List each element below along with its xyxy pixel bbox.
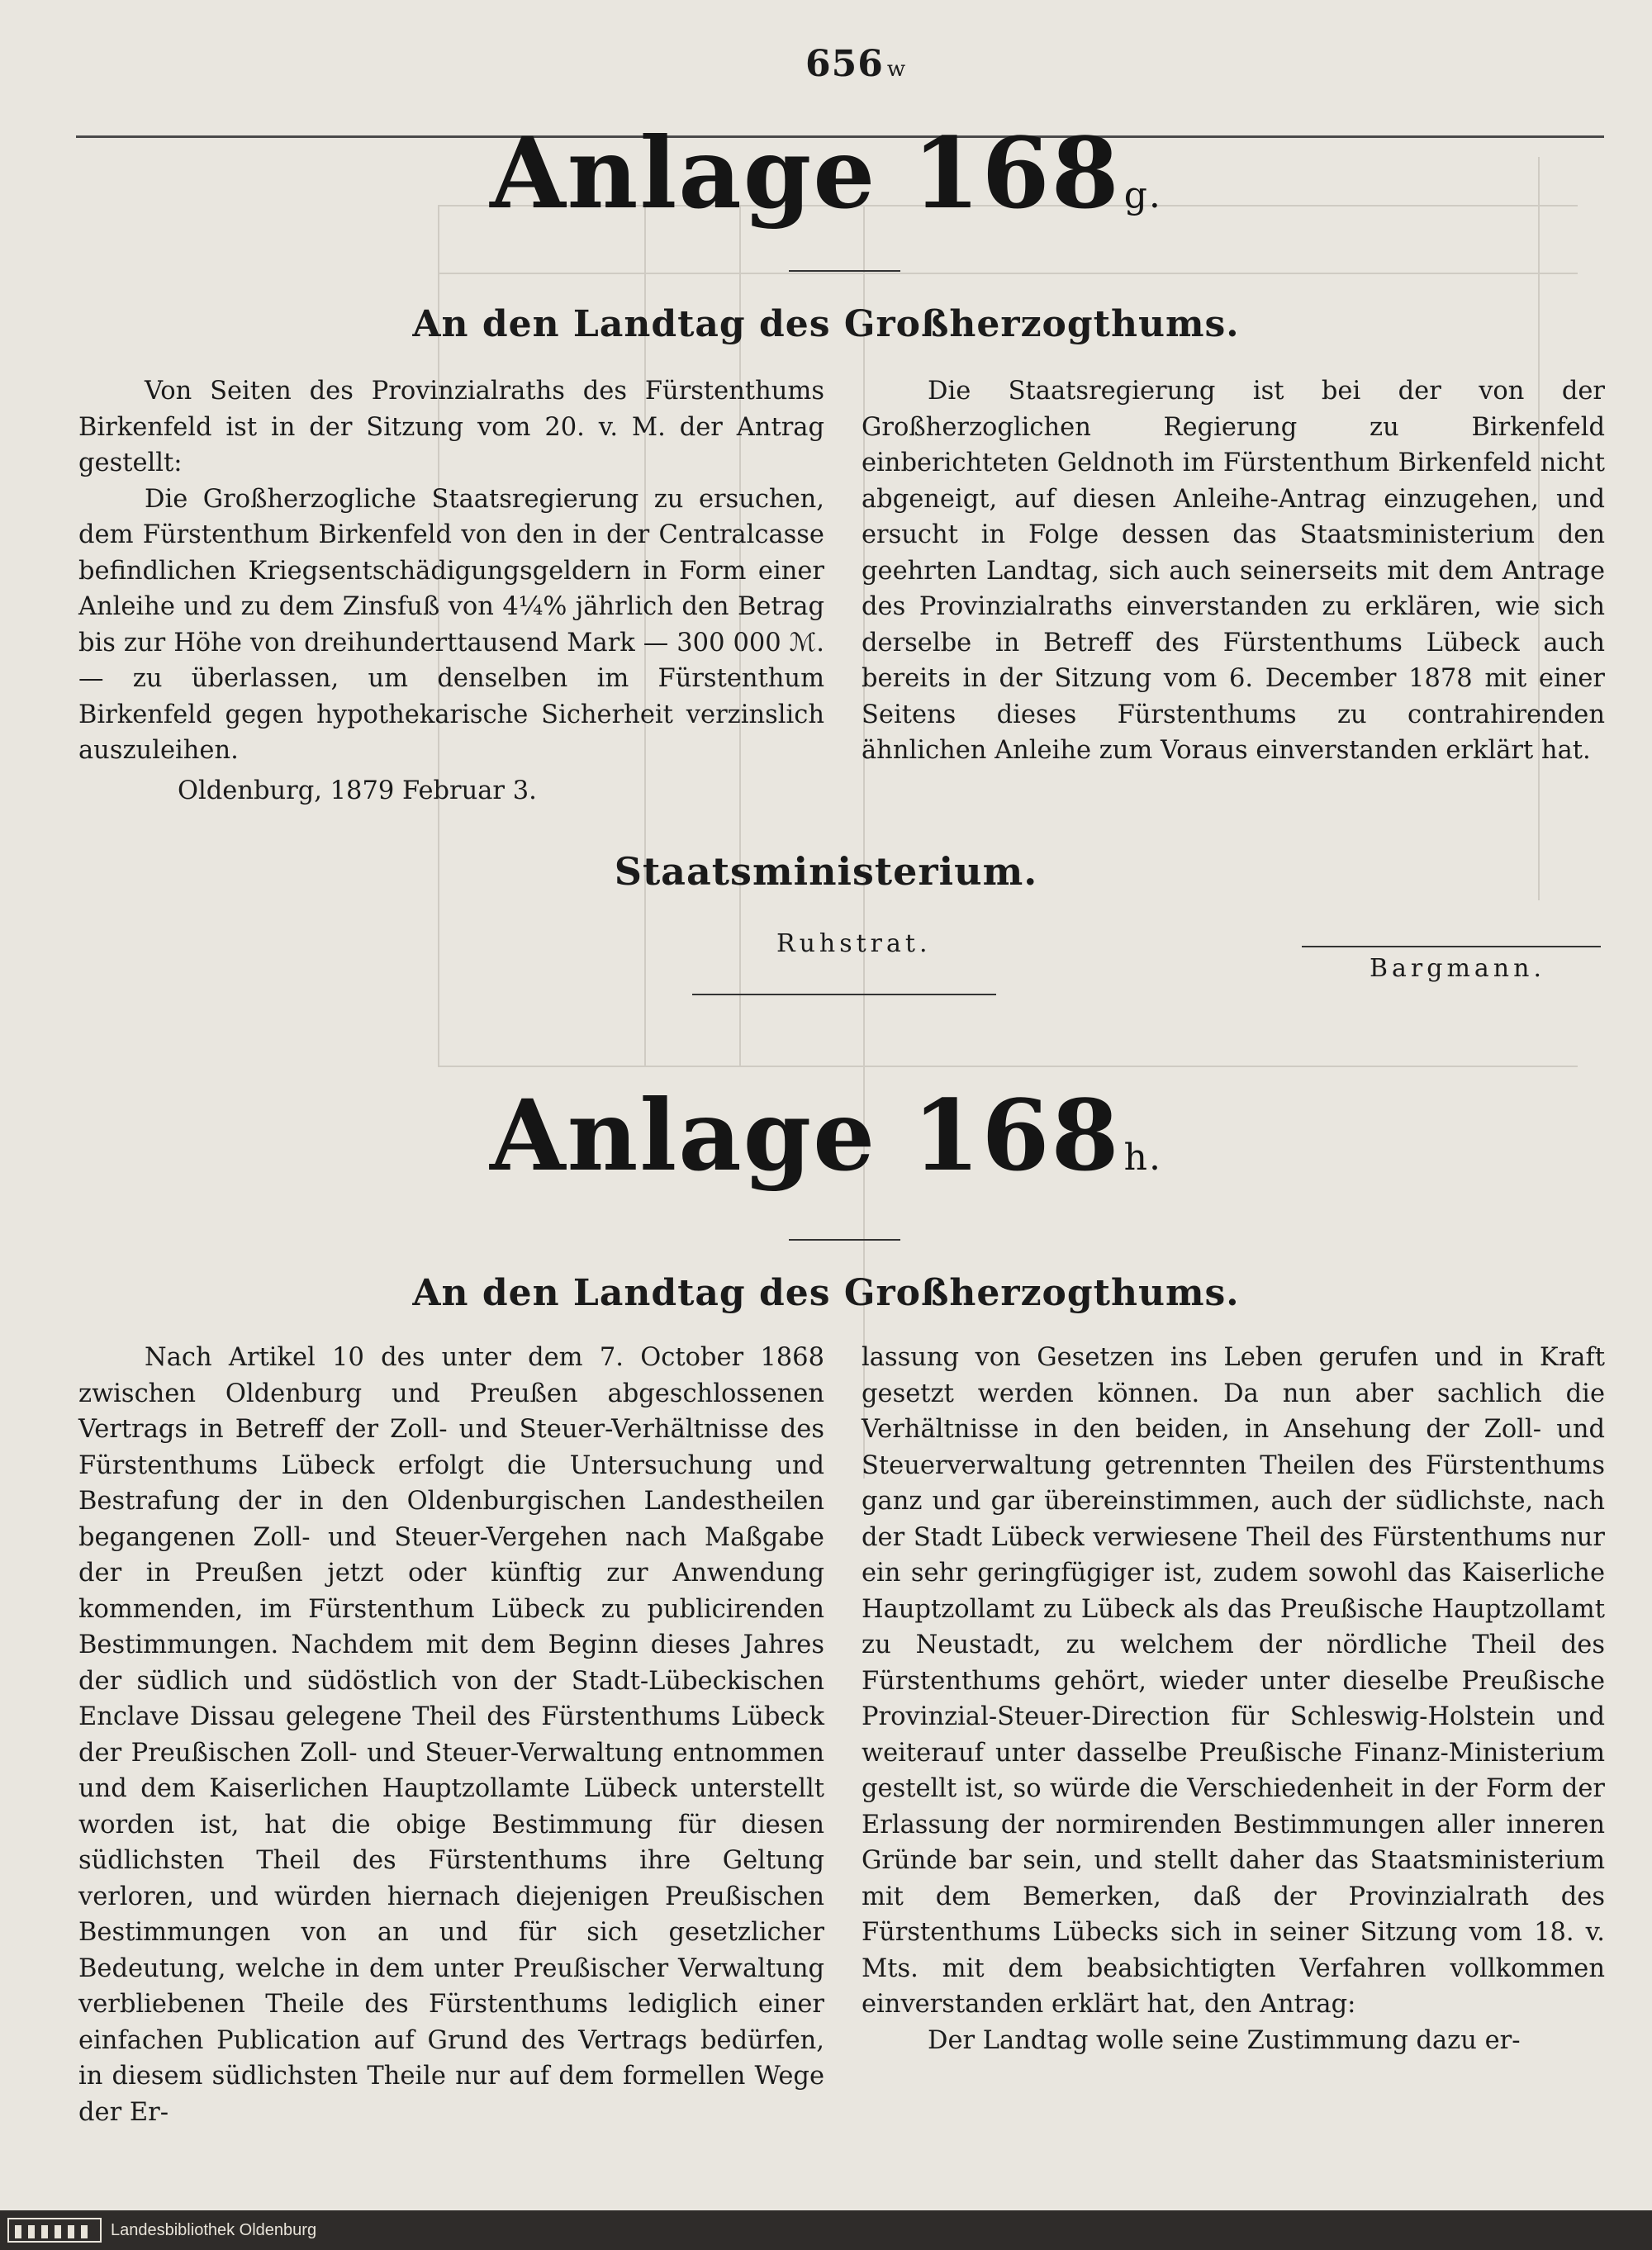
library-name: Landesbibliothek Oldenburg [111, 2221, 317, 2239]
title-word: Anlage [490, 1078, 877, 1193]
section-h-heading: An den Landtag des Großherzogthums. [412, 1272, 1240, 1314]
ministry-signature: Staatsministerium. [614, 849, 1038, 894]
signature-rule-right [1302, 946, 1601, 947]
library-footer-stamp [0, 2210, 1652, 2250]
closing-motion: Der Landtag wolle seine Zustimmung dazu er- [928, 2025, 1521, 2055]
title-rule [789, 1239, 900, 1241]
date-line: Oldenburg, 1879 Februar 3. [178, 776, 537, 805]
intro-paragraph: Von Seiten des Provinzialraths des Fürstenthums Birkenfeld ist in der Sitzung vom 20. v. M. der Antrag gestellt: [78, 377, 824, 477]
signature-bargmann: Bargmann. [1370, 954, 1545, 983]
anlage-168g-title [0, 116, 1652, 230]
section-g-heading: An den Landtag des Großherzogthums. [412, 303, 1240, 345]
title-suffix: h. [1123, 1137, 1162, 1179]
request-quote: Die Großherzogliche Staatsregierung zu ersuchen, dem Fürstenthum Birkenfeld von den in der Centralcasse befindlichen Kriegsentschädigungsgeldern in Form einer Anleihe und zu dem Zinsfuß von 4¼% jährlich den Betrag bis zur Höhe von dreihunderttausend Mark — 300 000 ℳ. — zu überlassen, um denselben im Fürstenthum Birkenfeld gegen hypothekarische Sicherheit verzinslich auszuleihen. [78, 484, 824, 765]
title-rule [789, 270, 900, 272]
signature-rule-left [692, 994, 996, 995]
government-response: Die Staatsregierung ist bei der von der Großherzoglichen Regierung zu Birkenfeld einberichteten Geldnoth im Fürstenthum Birkenfeld nicht abgeneigt, auf diesen Anleihe-Antrag einzugehen, und ersucht in Folge dessen das Staatsministerium den geehrten Landtag, sich auch seinerseits mit dem Antrage des Provinzialraths einverstanden zu erklären, wie sich derselbe in Betreff des Fürstenthums Lübeck auch bereits in der Sitzung vom 6. December 1878 mit einer Seitens dieses Fürstenthums zu contrahirenden ähnlichen Anleihe zum Voraus einverstanden erklärt hat. [862, 377, 1605, 765]
section-g-right-column [862, 373, 1605, 769]
title-number: 168 [912, 1078, 1121, 1193]
section-h-right-column [862, 1340, 1605, 2058]
treaty-paragraph: Nach Artikel 10 des unter dem 7. October 1868 zwischen Oldenburg und Preußen abgeschlossenen Vertrags in Betreff der Zoll- und Steuer-Verhältnisse des Fürstenthums Lübeck erfolgt die Untersuchung und Bestrafung der in den Oldenburgischen Landestheilen begangenen Zoll- und Steuer-Vergehen nach Maßgabe der in Preußen jetzt oder künftig zur Anwendung kommenden, im Fürstenthum Lübeck zu publicirenden Bestimmungen. Nachdem mit dem Beginn dieses Jahres der südlich und südöstlich von der Stadt-Lübeckischen Enclave Dissau gelegene Theil des Fürstenthums Lübeck der Preußischen Zoll- und Steuer-Verwaltung entnommen und dem Kaiserlichen Hauptzollamte Lübeck unterstellt worden ist, hat die obige Bestimmung für diesen südlichsten Theil des Fürstenthums ihre Geltung verloren, und würden hiernach diejenigen Preußischen Bestimmungen von an und für sich gesetzlicher Bedeutung, welche in dem unter Preußischer Verwaltung verbliebenen Theile des Fürstenthums lediglich einer einfachen Publication auf Grund des Vertrags bedürfen, in diesem südlichsten Theile nur auf dem formellen Wege der Er- [78, 1343, 824, 2127]
library-building-icon [7, 2215, 102, 2245]
title-number: 168 [912, 116, 1121, 230]
title-suffix: g. [1123, 174, 1162, 216]
page-number [805, 43, 906, 85]
title-word: Anlage [490, 116, 877, 230]
section-h-left-column [78, 1340, 824, 2130]
page-number-suffix: w [886, 57, 907, 82]
continuation-paragraph: lassung von Gesetzen ins Leben gerufen und in Kraft gesetzt werden können. Da nun aber sachlich die Verhältnisse in den beiden, in Ansehung der Zoll- und Steuerverwaltung getrennten Theilen des Fürstenthums ganz und gar übereinstimmen, auch der südlichste, nach der Stadt Lübeck verwiesene Theil des Fürstenthums nur ein sehr geringfügiger ist, zudem sowohl das Kaiserliche Hauptzollamt zu Lübeck als das Preußische Hauptzollamt zu Neustadt, zu welchem der nördliche Theil des Fürstenthums gehört, wieder unter dieselbe Preußische Provinzial-Steuer-Direction für Schleswig-Holstein und weiterauf unter dasselbe Preußische Finanz-Ministerium gestellt ist, so würde die Verschiedenheit in der Form der Erlassung der normirenden Bestimmungen aller inneren Gründe bar sein, und stellt daher das Staatsministerium mit dem Bemerken, daß der Provinzialrath des Fürstenthums Lübecks sich in seiner Sitzung vom 18. v. Mts. mit dem beabsichtigten Verfahren vollkommen einverstanden erklärt hat, den Antrag: [862, 1343, 1605, 2019]
page-number-value: 656 [805, 43, 884, 85]
section-g-left-column [78, 373, 824, 769]
signature-ruhstrat: Ruhstrat. [776, 929, 932, 958]
anlage-168h-title [0, 1078, 1652, 1193]
